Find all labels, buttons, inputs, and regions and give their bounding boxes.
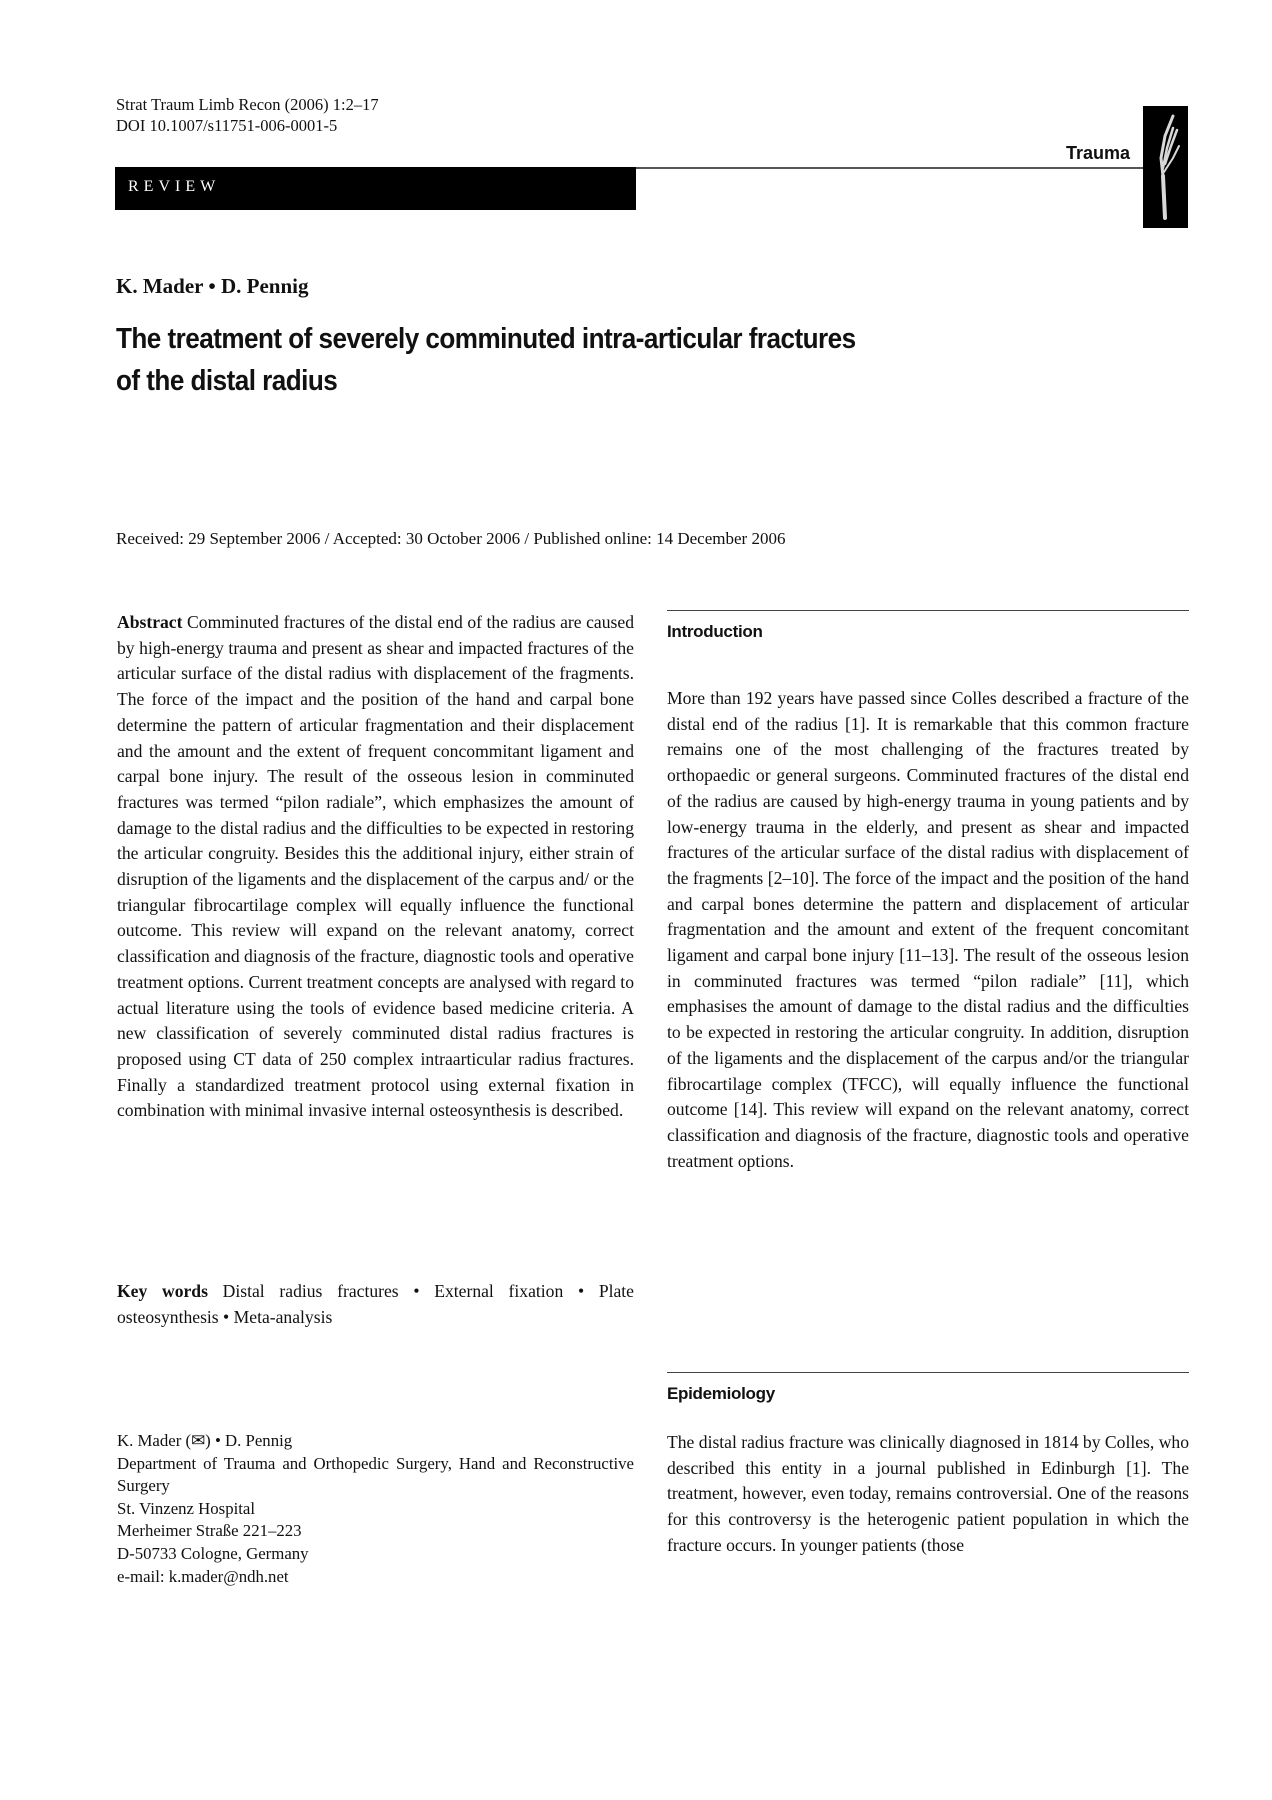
section-body-epidemiology: The distal radius fracture was clinically diagnosed in 1814 by Colles, who described this entity in a journal published in Edinburgh [1]. The treatment, however, even today, remains controversial. One of the reasons for this controversy is the heterogenic patient population in which the fracture occurs. In younger patients (those (667, 1432, 1189, 1555)
section-body-introduction: More than 192 years have passed since Colles described a fracture of the distal end of the radius [1]. It is remarkable that this common fracture remains one of the most challenging of the fractures treated by orthopaedic or general surgeons. Comminuted fractures of the distal end of the radius are caused by high-energy trauma in young patients and by low-energy trauma in the elderly, and present as shear and impacted fractures of the articular surface of the distal radius with displacement of the fragments [2–10]. The force of the impact and the position of the hand and carpal bones determine the pattern and displacement of articular fragmentation and the amount and extent of the frequent concomitant ligament and carpal bone injury [11–13]. The result of the osseous lesion in comminuted fractures was termed “pilon radiale” [11], which emphasises the amount of damage to the distal radius and the difficulties to be expected in restoring the articular congruity. In addition, disruption of the ligaments and the displacement of the carpus and/or the triangular fibrocartilage complex (TFCC), will equally influence the functional outcome [14]. This review will expand on the relevant anatomy, correct classification and diagnosis of the fracture, diagnostic tools and operative treatment options. (667, 688, 1189, 1171)
authors: K. Mader • D. Pennig (116, 274, 309, 298)
section-heading-introduction: Introduction (667, 622, 763, 641)
department: Department of Trauma and Orthopedic Surgery, Hand and Reconstructive Surgery (117, 1453, 634, 1496)
abstract-text: Comminuted fractures of the distal end of the radius are caused by high-energy trauma and present as shear and impacted fractures of the articular surface of the distal radius with displacement of the fragments. The force of the impact and the position of the hand and carpal bone determine the pattern of articular fragmentation and their displacement and the amount and the extent of frequent concommitant ligament and carpal bone injury. The result of the osseous lesion in comminuted fractures was termed “pilon radiale”, which emphasizes the amount of damage to the distal radius and the difficulties to be expected in restoring the articular congruity. Besides this the additional injury, either strain of disruption of the ligaments and the displacement of the carpus and/ or the triangular fibrocartilage complex will equally influence the functional outcome. This review will expand on the relevant anatomy, correct classification and diagnosis of the fracture, diagnostic tools and operative treatment options. Current treatment concepts are analysed with regard to actual literature using the tools of evidence based medicine criteria. A new classification of severely comminuted distal radius fractures is proposed using CT data of 250 complex intraarticular radius fractures. Finally a standardized treatment protocol using external fixation in combination with minimal invasive internal osteosynthesis is described. (117, 612, 634, 1121)
section-label: Trauma (1065, 143, 1130, 163)
doi: DOI 10.1007/s11751-006-0001-5 (116, 116, 338, 135)
correspondence-address (117, 1430, 634, 1588)
title-line-2: of the distal radius (116, 365, 338, 397)
section-rule (667, 1372, 1189, 1373)
keywords (117, 1279, 634, 1330)
title-line-1: The treatment of severely comminuted intra-articular fractures (116, 323, 856, 355)
city: D-50733 Cologne, Germany (117, 1543, 309, 1563)
hospital: St. Vinzenz Hospital (117, 1498, 256, 1518)
journal-citation: Strat Traum Limb Recon (2006) 1:2–17 (116, 95, 379, 114)
journal-header (116, 94, 379, 136)
correspondence-authors: K. Mader (✉) • D. Pennig (117, 1431, 293, 1450)
envelope-icon: ✉ (191, 1431, 206, 1450)
section-rule (667, 610, 1189, 611)
abstract-label: Abstract (117, 612, 183, 632)
header-rule (636, 167, 1143, 169)
publication-dates: Received: 29 September 2006 / Accepted: 30 October 2006 / Published online: 14 December 2006 (116, 529, 786, 548)
article-title (116, 318, 998, 402)
email-link[interactable]: e-mail: k.mader@ndh.net (117, 1566, 289, 1586)
keywords-text: Distal radius fractures • External fixation • Plate osteosynthesis • Meta-analysis (117, 1281, 634, 1327)
abstract (117, 610, 634, 1124)
keywords-label: Key words (117, 1281, 208, 1301)
section-heading-epidemiology: Epidemiology (667, 1384, 775, 1403)
street: Merheimer Straße 221–223 (117, 1521, 302, 1541)
hand-xray-icon (1143, 106, 1188, 228)
article-type-banner (115, 167, 636, 210)
article-type-label: REVIEW (128, 178, 221, 195)
